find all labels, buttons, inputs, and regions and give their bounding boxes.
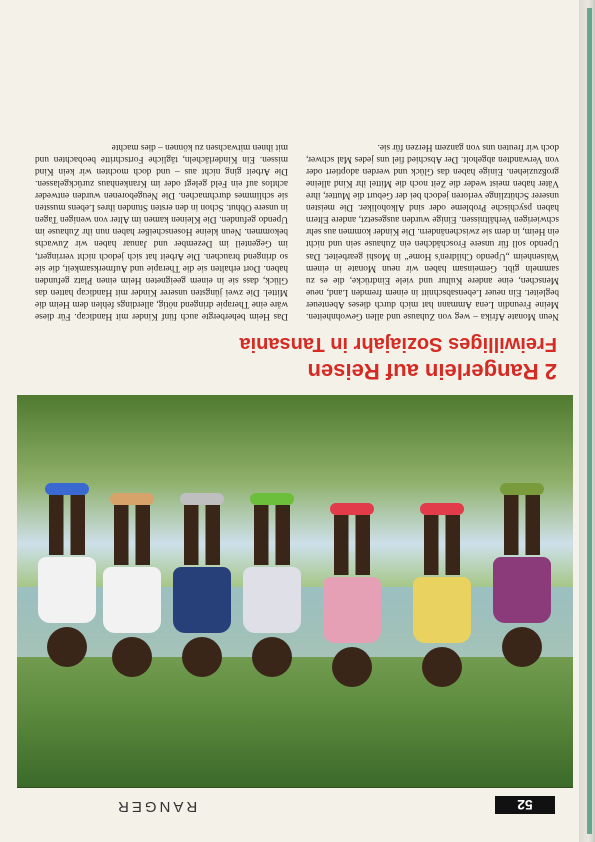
page-edge xyxy=(579,0,595,842)
children-photo xyxy=(17,395,573,788)
child-figure xyxy=(321,503,383,687)
headline-title: 2 Rangerlein auf Reisen xyxy=(307,359,557,384)
child-figure xyxy=(411,503,473,687)
column-right-text: Das Heim beherbergte auch fünf Kinder mit Handicap. Für diese wäre eine Therapie dringend nötig, allerdings fehlen dem Heim die Mittel. Die zwei jüngsten unserer Kinder mit Handicap hatten das Glück, dass sie in einem geeigneten Heim einen Platz gefunden haben. Dort erhalten sie die Therapie und Aufmerksamkeit, die sie so dringend brauchen. Die Arbeit hat sich jedoch nicht verringert, im Gegenteil im Dezember und Januar haben wir Zuwachs bekommen. Neun kleine Hosenscheißer haben nun ihr Zuhause im Upendo gefunden. Die Kleinen kamen im Alter von wenigen Tagen in unsere Obhut. Schon in den ersten Stunden ihres Lebens mussten sie schlimmes durchmachen. Die Neugeborenen wurden entweder achtlos auf ein Feld gelegt oder im Krankenhaus zurückgelassen. Die Arbeit ging nicht aus – und doch mochten wir kein Kind missen. Ein Kinderlächeln, tägliche Fortschritte beobachten und mit ihnen mitwachsen zu können – dies machte xyxy=(35,141,288,321)
article-headline xyxy=(57,332,557,384)
binding-strip xyxy=(587,8,592,834)
child-figure xyxy=(36,483,98,667)
section-title: RANGER xyxy=(115,798,198,815)
child-figure xyxy=(171,493,233,677)
article-column-left xyxy=(306,16,559,322)
page-header xyxy=(35,790,555,816)
article-body xyxy=(35,16,559,322)
child-figure xyxy=(101,493,163,677)
article-column-right xyxy=(35,16,288,322)
column-left-text: Neun Monate Afrika – weg von Zuhause und allen Gewohnheiten. Meine Freundin Lena Ammann hat mich durch dieses Abenteuer begleitet. Ein neuer Lebensabschnitt in einem fremden Land, neue Menschen, eine andere Kultur und viele Eindrücke, die es zu sammeln gibt. Gemeinsam haben wir neun Monate in einem Waisenheim „Upendo Children's Home“ in Moshi gearbeitet. Das Upendo soll für unsere Froschädchen ein Zuhause sein und nicht ein Heim, in dem sie zwischenändern. Die Kinder kommen aus sehr schwierigen Verhältnissen. Einige wurden ausgesetzt, andere Eltern haben psychische Probleme oder sind Alkoholiker. Die meisten unserer Schützlinge verloren jedoch bei der Geburt die Mutter, ihre Väter haben meist weder die Zeit noch die Mittel ihr Kind alleine großzuziehen. Einige haben das Glück und werden adoptiert oder von Verwandten abgeholt. Der Abschied fiel uns jedes Mal schwer, doch wir freuten uns von ganzem Herzen für sie. xyxy=(305,141,559,321)
child-figure xyxy=(241,493,303,677)
headline-subtitle: Freiwilliges Soziajahr in Tansania xyxy=(239,333,557,355)
child-figure xyxy=(491,483,553,667)
page-number: 52 xyxy=(495,796,555,814)
